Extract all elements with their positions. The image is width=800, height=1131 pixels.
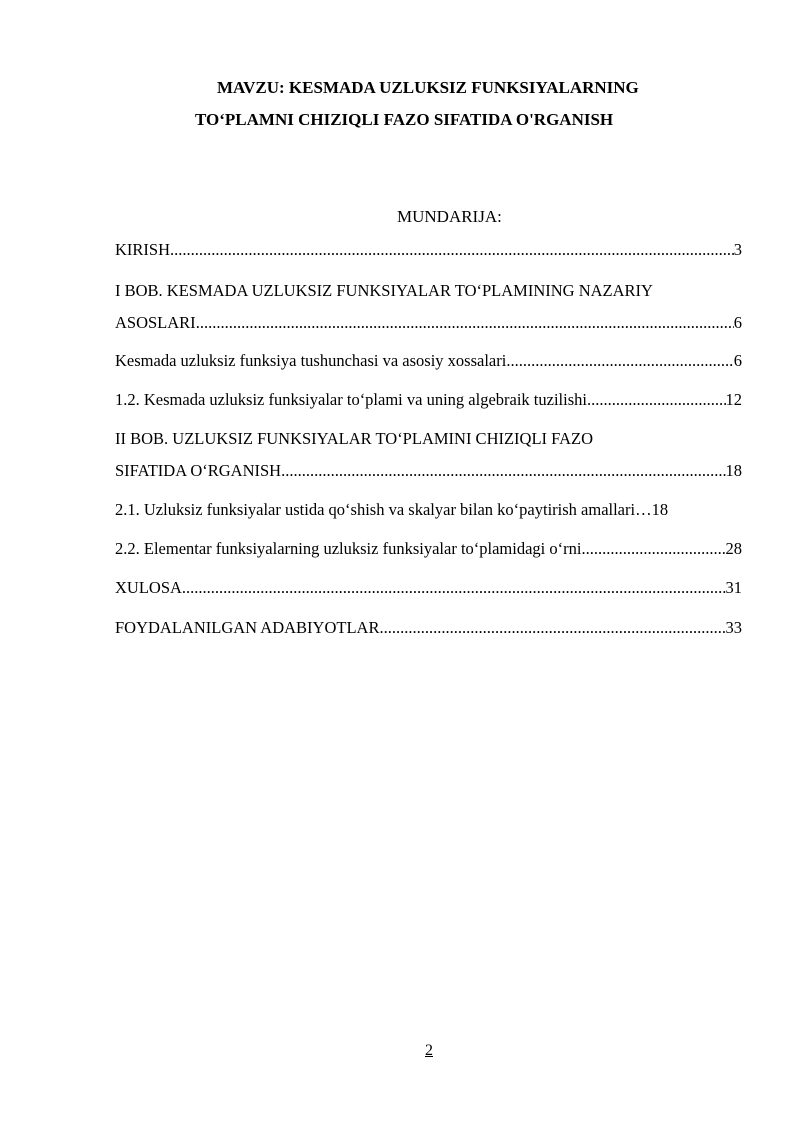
toc-entry-page: 33 [725, 618, 742, 637]
toc-entry-page: 18 [725, 461, 742, 480]
toc-leader-dots [581, 539, 725, 559]
toc-entry-page: 6 [733, 351, 742, 370]
toc-entry-label: 2.2. Elementar funksiyalarning uzluksiz funksiyalar to‘plamidagi o‘rni [115, 539, 582, 558]
toc-entry-page: 3 [733, 240, 742, 259]
toc-entry-page: 31 [725, 578, 742, 597]
toc-entry-label: XULOSA [115, 578, 182, 597]
toc-entry-label: ASOSLARI [115, 313, 196, 332]
toc-entry-chapter-2-line-1[interactable]: II BOB. UZLUKSIZ FUNKSIYALAR TO‘PLAMINI CHIZIQLI FAZO [115, 429, 594, 448]
page-number: 2 [425, 1042, 433, 1059]
toc-entry-chapter-1[interactable] [115, 313, 742, 333]
toc-entry-conclusion[interactable] [115, 578, 742, 598]
toc-leader-dots [170, 240, 734, 260]
toc-entry-page: 12 [725, 390, 742, 409]
toc-entry-label: 1.2. Kesmada uzluksiz funksiyalar to‘plami va uning algebraik tuzilishi [115, 390, 587, 409]
toc-entry-section-2-1[interactable] [115, 500, 742, 520]
toc-entry-section-2-2[interactable] [115, 539, 742, 559]
toc-entry-section-1-1[interactable] [115, 351, 742, 371]
toc-heading: MUNDARIJA: [397, 207, 502, 226]
toc-entry-page: 28 [725, 539, 742, 558]
toc-leader-dots [506, 351, 733, 371]
toc-leader-dots [379, 618, 725, 638]
toc-leader-dots [587, 390, 726, 410]
toc-entry-chapter-2[interactable] [115, 461, 742, 481]
toc-entry-kirish[interactable] [115, 240, 742, 260]
toc-entry-page: 18 [651, 500, 669, 519]
toc-entry-label: SIFATIDA O‘RGANISH [115, 461, 282, 480]
toc-entry-label: Kesmada uzluksiz funksiya tushunchasi va asosiy xossalari [115, 351, 507, 370]
toc-entry-chapter-1-line-1[interactable]: I BOB. KESMADA UZLUKSIZ FUNKSIYALAR TO‘PLAMINING NAZARIY [115, 281, 653, 300]
document-title-line-2: TO‘PLAMNI CHIZIQLI FAZO SIFATIDA O'RGANISH [195, 110, 614, 129]
toc-leader-dots [196, 313, 734, 333]
toc-entry-label: 2.1. Uzluksiz funksiyalar ustida qo‘shish va skalyar bilan ko‘paytirish amallari… [115, 500, 652, 519]
toc-entry-section-1-2[interactable] [115, 390, 742, 410]
toc-entry-label: KIRISH [115, 240, 171, 259]
toc-entry-page: 6 [733, 313, 742, 332]
toc-entry-references[interactable] [115, 618, 742, 638]
toc-entry-label: FOYDALANILGAN ADABIYOTLAR [115, 618, 380, 637]
toc-leader-dots [281, 461, 725, 481]
document-title-line-1: MAVZU: KESMADA UZLUKSIZ FUNKSIYALARNING [217, 78, 639, 97]
toc-leader-dots [182, 578, 726, 598]
